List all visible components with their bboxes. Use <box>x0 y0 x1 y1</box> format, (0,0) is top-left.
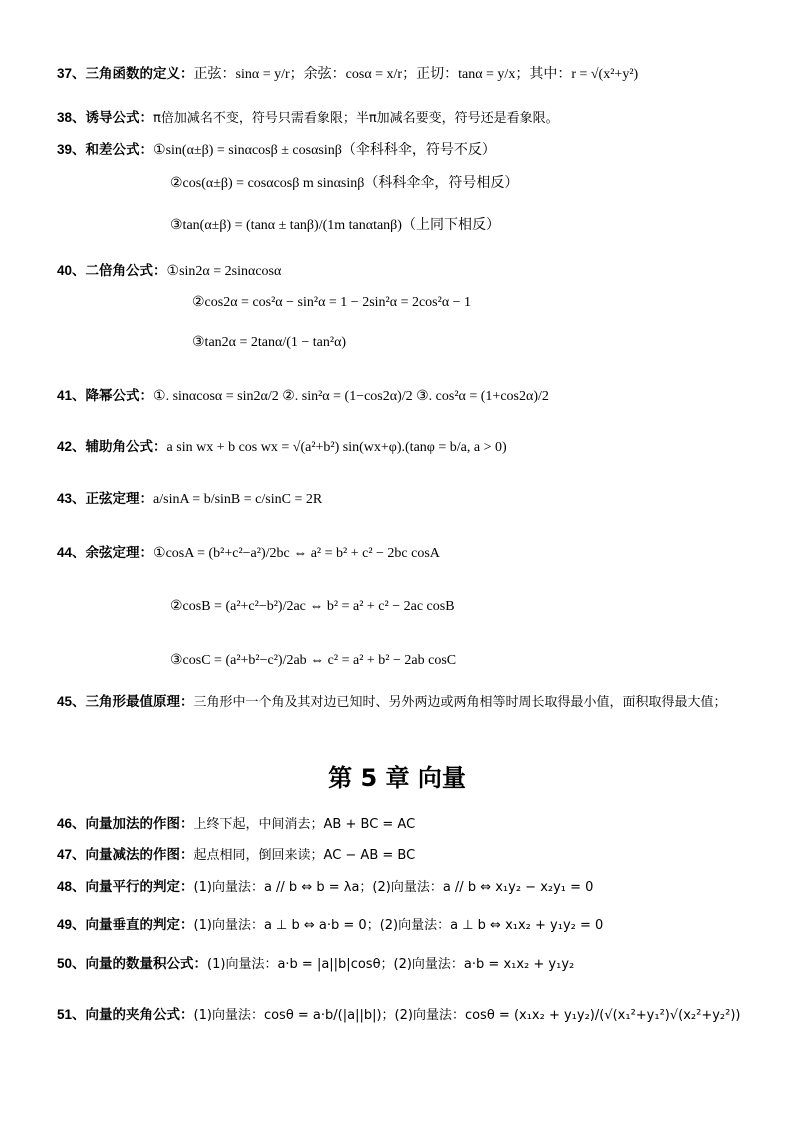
item-45: 45、三角形最值原理：三角形中一个角及其对边已知时、另外两边或两角相等时周长取得最小值，面积取得最大值； <box>57 694 727 710</box>
item-50: 50、向量的数量积公式：(1)向量法：a·b = |a||b|cosθ；(2)向量法：a·b = x₁x₂ + y₁y₂ <box>57 956 575 972</box>
item-44-line-2: ②cosB = (a²+c²−b²)/2ac ⇔ b² = a² + c² − 2ac cosB <box>170 599 455 614</box>
item-44-line-3: ③cosC = (a²+b²−c²)/2ab ⇔ c² = a² + b² − 2ab cosC <box>170 653 457 668</box>
item-40: 40、二倍角公式：①sin2α = 2sinαcosα <box>57 263 282 279</box>
item-39-line-2: ②cos(α±β) = cosαcosβ m sinαsinβ（科科伞伞，符号相反） <box>170 176 519 191</box>
item-51: 51、向量的夹角公式：(1)向量法：cosθ = a·b/(|a||b|)；(2)向量法：cosθ = (x₁x₂ + y₁y₂)/(√(x₁²+y₁²)√(x₂²+y₂²)) <box>57 1007 741 1023</box>
item-39-line-1: ①sin(α±β) = sinαcosβ ± cosαsinβ（伞科科伞，符号不反） <box>153 143 496 158</box>
item-43: 43、正弦定理：a/sinA = b/sinB = c/sinC = 2R <box>57 491 323 507</box>
item-43-content: a/sinA = b/sinB = c/sinC = 2R <box>153 492 323 507</box>
item-44: 44、余弦定理：①cosA = (b²+c²−a²)/2bc ⇔ a² = b² + c² − 2bc cosA <box>57 545 440 561</box>
item-42: 42、辅助角公式：a sin wx + b cos wx = √(a²+b²) sin(wx+φ).(tanφ = b/a, a > 0) <box>57 439 507 455</box>
item-40-line-1: ①sin2α = 2sinαcosα <box>166 264 282 279</box>
item-38: 38、诱导公式：π倍加减名不变，符号只需看象限；半π加减名要变，符号还是看象限。 <box>57 110 559 126</box>
item-41: 41、降幂公式：①. sinαcosα = sin2α/2 ②. sin²α = (1−cos2α)/2 ③. cos²α = (1+cos2α)/2 <box>57 388 549 404</box>
item-46: 46、向量加法的作图：上终下起，中间消去；AB + BC = AC <box>57 816 416 832</box>
item-41-content: ①. sinαcosα = sin2α/2 ②. sin²α = (1−cos2α)/2 ③. cos²α = (1+cos2α)/2 <box>153 389 549 404</box>
item-39-line-3: ③tan(α±β) = (tanα ± tanβ)/(1m tanαtanβ)（上同下相反） <box>170 218 500 233</box>
item-40-line-3: ③tan2α = 2tanα/(1 − tan²α) <box>192 335 347 350</box>
item-44-line-1: ①cosA = (b²+c²−a²)/2bc ⇔ a² = b² + c² − 2bc cosA <box>153 546 440 561</box>
item-47: 47、向量减法的作图：起点相同，倒回来读；AC − AB = BC <box>57 847 416 863</box>
item-39: 39、和差公式：①sin(α±β) = sinαcosβ ± cosαsinβ（伞科科伞，符号不反） <box>57 142 496 158</box>
item-42-content: a sin wx + b cos wx = √(a²+b²) sin(wx+φ).(tanφ = b/a, a > 0) <box>166 440 507 455</box>
item-37-content: 正弦：sinα = y/r；余弦：cosα = x/r；正切：tanα = y/x；其中：r = √(x²+y²) <box>193 67 639 82</box>
chapter-heading: 第 5 章 向量 <box>328 764 466 792</box>
item-40-line-2: ②cos2α = cos²α − sin²α = 1 − 2sin²α = 2cos²α − 1 <box>192 295 472 310</box>
item-48: 48、向量平行的判定：(1)向量法：a // b ⇔ b = λa；(2)向量法：a // b ⇔ x₁y₂ − x₂y₁ = 0 <box>57 879 594 895</box>
item-37: 37、三角函数的定义：正弦：sinα = y/r；余弦：cosα = x/r；正切：tanα = y/x；其中：r = √(x²+y²) <box>57 66 639 82</box>
item-49: 49、向量垂直的判定：(1)向量法：a ⊥ b ⇔ a·b = 0；(2)向量法：a ⊥ b ⇔ x₁x₂ + y₁y₂ = 0 <box>57 917 604 933</box>
